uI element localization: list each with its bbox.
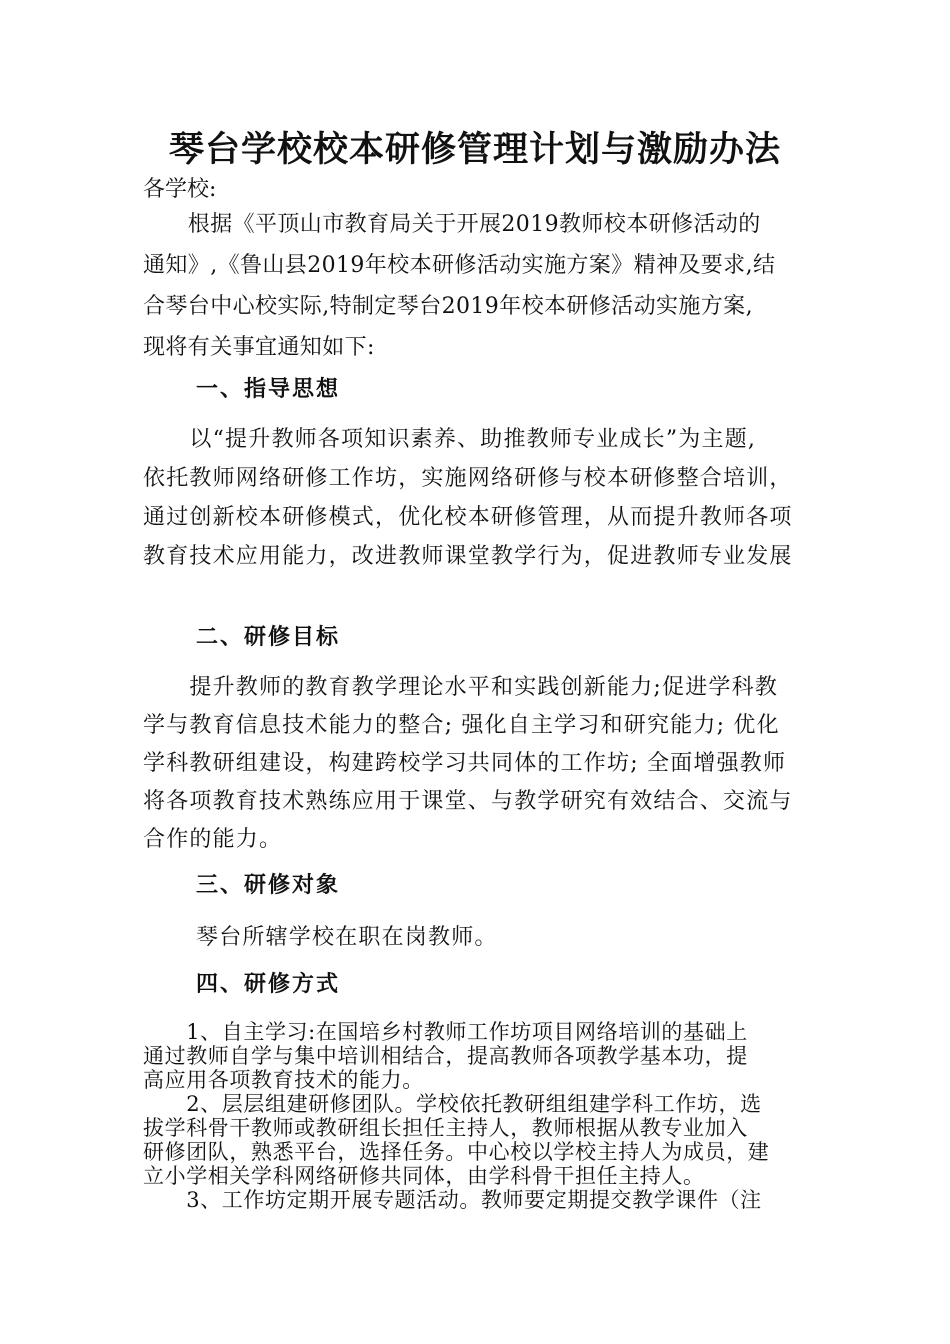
section-heading-guiding-thought: 一、指导思想 <box>196 376 341 402</box>
paragraph-line: 研修团队，熟悉平台，选择任务。中心校以学校主持人为成员，建 <box>143 1140 770 1164</box>
paragraph-line: 通过教师自学与集中培训相结合，提高教师各项教学基本功，提 <box>143 1044 748 1068</box>
paragraph-line: 3、工作坊定期开展专题活动。教师要定期提交教学课件（注 <box>143 1188 762 1212</box>
paragraph-line: 提升教师的教育教学理论水平和实践创新能力;促进学科教 <box>143 675 779 700</box>
training-methods-paragraph <box>143 1020 809 1212</box>
paragraph-line: 1、自主学习:在国培乡村教师工作坊项目网络培训的基础上 <box>143 1020 748 1044</box>
paragraph-line: 2、层层组建研修团队。学校依托教研组组建学科工作坊，选 <box>143 1092 762 1116</box>
training-targets-text: 琴台所辖学校在职在岗教师。 <box>196 925 498 950</box>
paragraph-line: 以“提升教师各项知识素养、助推教师专业成长”为主题, <box>143 427 757 452</box>
paragraph-line: 通过创新校本研修模式，优化校本研修管理，从而提升教师各项 <box>143 505 793 530</box>
section-heading-training-methods: 四、研修方式 <box>196 971 341 997</box>
section-heading-training-goals: 二、研修目标 <box>196 624 341 650</box>
paragraph-line: 拔学科骨干教师或教研组长担任主持人，教师根据从教专业加入 <box>143 1116 748 1140</box>
paragraph-line: 学与教育信息技术能力的整合; 强化自主学习和研究能力; 优化 <box>143 713 780 738</box>
document-title: 琴台学校校本研修管理计划与激励办法 <box>168 129 781 170</box>
guiding-thought-paragraph <box>143 420 809 576</box>
salutation: 各学校: <box>143 177 217 202</box>
paragraph-line: 依托教师网络研修工作坊，实施网络研修与校本研修整合培训， <box>143 466 793 491</box>
paragraph-line: 高应用各项教育技术的能力。 <box>143 1068 424 1092</box>
intro-line: 现将有关事宜通知如下: <box>143 335 375 360</box>
paragraph-line: 将各项教育技术熟练应用于课堂、与教学研究有效结合、交流与 <box>143 789 793 814</box>
paragraph-line: 学科教研组建设，构建跨校学习共同体的工作坊; 全面增强教师 <box>143 751 787 776</box>
intro-paragraph <box>143 204 809 368</box>
section-heading-training-targets: 三、研修对象 <box>196 872 341 898</box>
intro-line: 合琴台中心校实际,特制定琴台2019年校本研修活动实施方案, <box>143 294 753 319</box>
intro-line: 根据《平顶山市教育局关于开展2019教师校本研修活动的 <box>143 212 761 237</box>
paragraph-line: 合作的能力。 <box>143 827 283 852</box>
paragraph-line: 教育技术应用能力，改进教师课堂教学行为，促进教师专业发展 <box>143 544 793 569</box>
intro-line: 通知》,《鲁山县2019年校本研修活动实施方案》精神及要求,结 <box>143 253 776 278</box>
training-goals-paragraph <box>143 669 809 859</box>
paragraph-line: 立小学相关学科网络研修共同体，由学科骨干担任主持人。 <box>143 1164 705 1188</box>
